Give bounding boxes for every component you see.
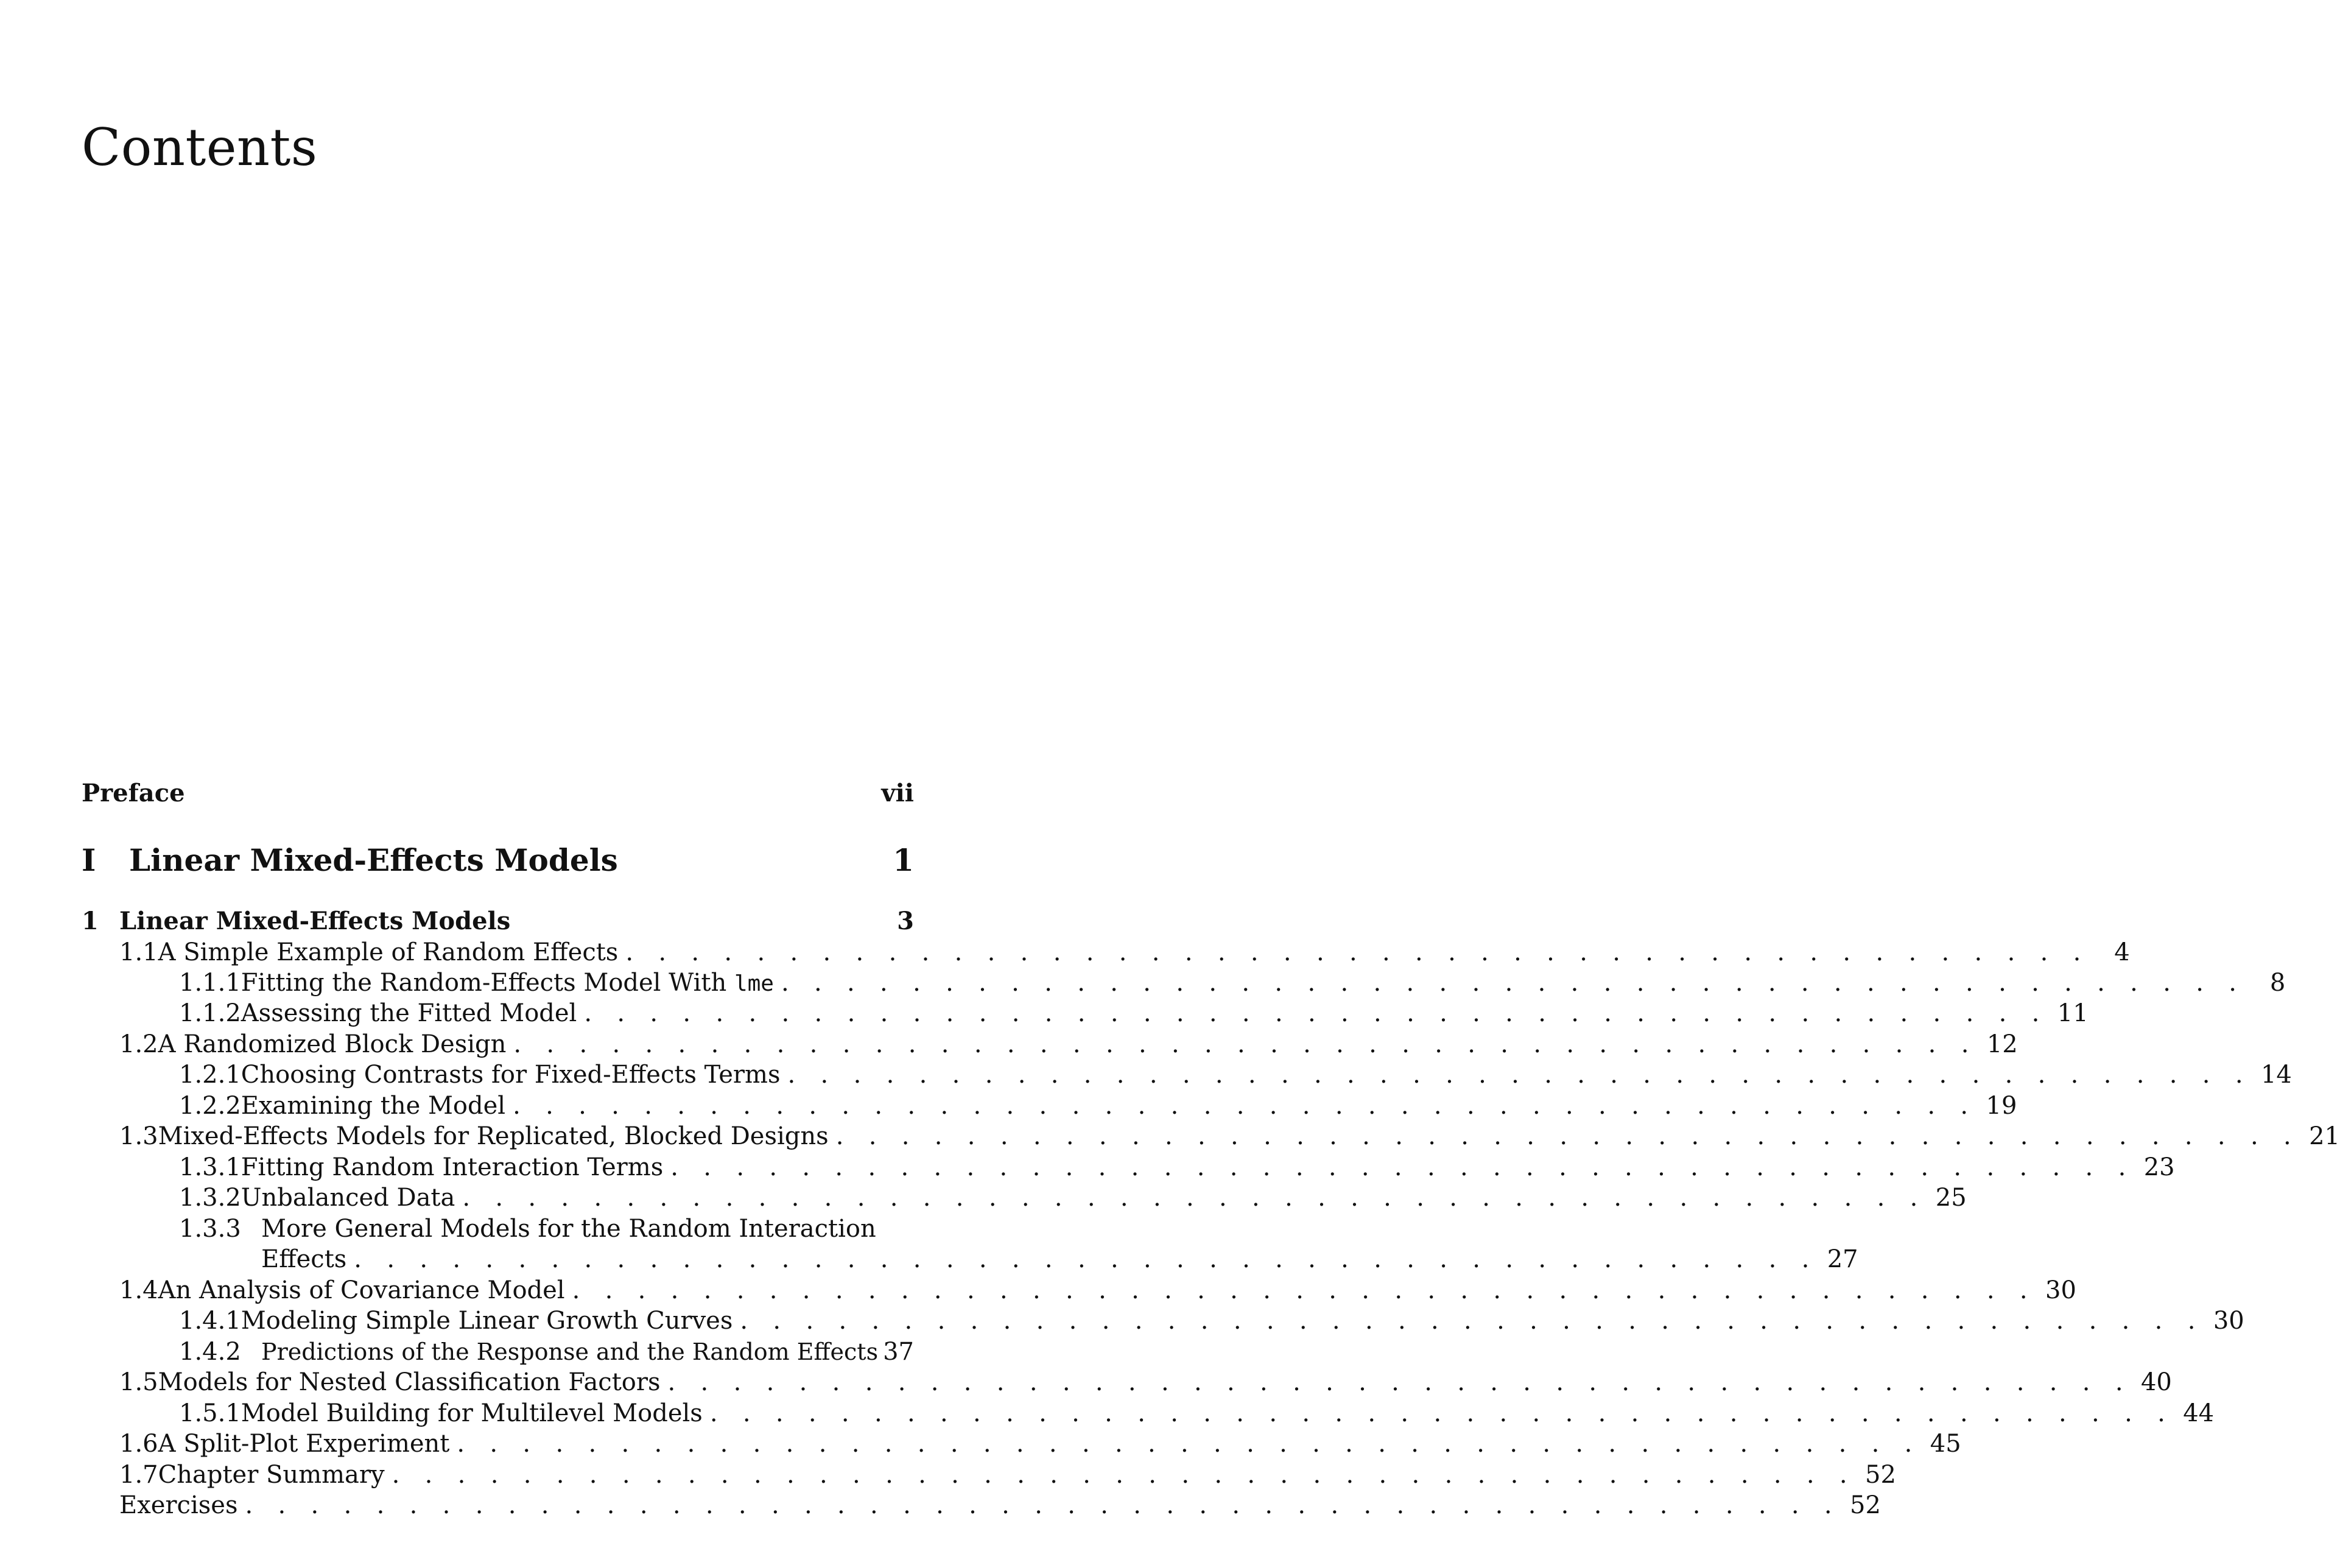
toc-entry-label: A Split-Plot Experiment [158,1430,450,1458]
leader-dots: . . . . . . . . . . . . . . . . . . . . . . . . . . . . . . . . . . . . . . . . . . . . . [572,1276,2036,1304]
toc-entry-1-4-2[interactable] [179,1340,914,1364]
toc-chapter-page: 3 [897,907,914,935]
toc-entry-label-continued: Effects [261,1245,347,1273]
toc-entry-page: 45 [1930,1430,1961,1458]
toc-entry-label [241,971,774,995]
toc-entry-label: Mixed-Effects Models for Replicated, Blocked Designs [158,1122,829,1150]
toc-entry-page: 30 [2213,1307,2244,1335]
toc-entry-1-2-2[interactable] [179,1092,2017,1120]
toc-entry-label: An Analysis of Covariance Model [158,1276,565,1304]
toc-entry-number: 1.2 [119,1030,158,1058]
toc-entry-label: Unbalanced Data [241,1184,455,1212]
leader-dots: . . . . . . . . . . . . . . . . . . . . . . . . . . . . . . . . . . . . . . . . . . . . . [787,1061,2252,1089]
toc-entry-page: 52 [1865,1461,1896,1489]
toc-entry-page: 40 [2140,1368,2172,1396]
leader-dots: . . . . . . . . . . . . . . . . . . . . . . . . . . . . . . . . . . . . . . . . . . . . . [667,1368,2132,1396]
toc-preface[interactable] [82,781,914,806]
toc-entry-page: 14 [2260,1061,2292,1089]
toc-entry-page: 25 [1935,1184,1967,1212]
toc-entry-1-3-1[interactable] [179,1153,2175,1181]
toc-entry-page: 37 [883,1338,914,1366]
toc-entry-label: Chapter Summary [158,1461,385,1489]
toc-entry-number: 1.3 [119,1122,158,1150]
toc-entry-1-1-2[interactable] [179,999,2089,1027]
leader-dots: . . . . . . . . . . . . . . . . . . . . . . . . . . . . . . . . . . . . . . . . . . . . . . . . . [245,1491,1841,1519]
toc-entry-1-5[interactable] [119,1368,2172,1396]
toc-entry-1-4-1[interactable] [179,1307,2244,1335]
toc-entry-number: 1.1 [119,938,158,966]
toc-entry-label: A Randomized Block Design [158,1030,507,1058]
toc-entry-label: Modeling Simple Linear Growth Curves [241,1307,733,1335]
toc-entry-page: 19 [1986,1092,2017,1120]
toc-entry-label: Models for Nested Classification Factors [158,1368,661,1396]
toc-entry-label: Exercises [119,1491,238,1519]
toc-chapter-1[interactable] [82,909,914,933]
toc-entry-label: A Simple Example of Random Effects [158,938,619,966]
toc-entry-page: 52 [1850,1491,1881,1519]
leader-dots: . . . . . . . . . . . . . . . . . . . . . . . . . . . . . . . . . . . . . . . . . . . . . [781,969,2246,997]
toc-entry-page: 27 [1827,1245,1858,1273]
toc-entry-label: Predictions of the Response and the Random Effects [261,1338,879,1365]
toc-entry-number: 1.4.2 [179,1338,241,1366]
toc-entry-page: 4 [2114,938,2130,966]
toc-entry-number: 1.5.1 [179,1399,241,1427]
toc-entry-page: 44 [2183,1399,2215,1427]
toc-entry-page: 8 [2269,969,2286,997]
toc-entry-1-2-1[interactable] [179,1061,2292,1089]
toc-entry-1-6[interactable] [119,1430,1961,1458]
toc-part-label: Linear Mixed-Effects Models [129,842,618,878]
code-lme: lme [734,971,774,996]
toc-entry-page: 11 [2057,999,2089,1027]
leader-dots: . . . . . . . . . . . . . . . . . . . . . . . . . . . . . . . . . . . . . . . . . . . . . [740,1307,2204,1335]
toc-entry-page: 12 [1986,1030,2018,1058]
toc-entry-page: 23 [2143,1153,2175,1181]
toc-entry-number: 1.2.2 [179,1092,241,1120]
leader-dots: . . . . . . . . . . . . . . . . . . . . . . . . . . . . . . . . . . . . . . . . . . . . . [513,1092,1977,1120]
toc-part-page: 1 [893,842,914,878]
toc-entry-number: 1.5 [119,1368,158,1396]
toc-chapter-label: Linear Mixed-Effects Models [119,907,511,935]
page-title: Contents [82,118,318,177]
toc-entry-number: 1.3.1 [179,1153,241,1181]
toc-entry-label: More General Models for the Random Interaction [261,1215,876,1243]
leader-dots: . . . . . . . . . . . . . . . . . . . . . . . . . . . . . . . . . . . . . . . . . . . . . [670,1153,2135,1181]
toc-entry-number: 1.6 [119,1430,158,1458]
toc-entry-exercises[interactable] [119,1491,1881,1519]
toc-preface-page: vii [881,779,914,807]
toc-entry-1-7[interactable] [119,1461,1896,1489]
leader-dots: . . . . . . . . . . . . . . . . . . . . . . . . . . . . . . . . . . . . . . . . . . . . . [392,1461,1856,1489]
toc-entry-1-2[interactable] [119,1030,2018,1058]
leader-dots: . . . . . . . . . . . . . . . . . . . . . . . . . . . . . . . . . . . . . . . . . . . . . [835,1122,2300,1150]
toc-entry-1-4[interactable] [119,1276,2076,1304]
toc-entry-page: 21 [2309,1122,2340,1150]
toc-entry-1-3-3[interactable] [179,1217,914,1241]
toc-part-1[interactable] [82,842,914,878]
toc-entry-1-1[interactable] [119,938,2130,966]
toc-entry-label: Fitting Random Interaction Terms [241,1153,664,1181]
toc-entry-1-3-2[interactable] [179,1184,1967,1212]
toc-entry-label: Choosing Contrasts for Fixed-Effects Terms [241,1061,781,1089]
leader-dots: . . . . . . . . . . . . . . . . . . . . . . . . . . . . . . . . . . . . . . . . . . . . . [584,999,2048,1027]
toc-entry-1-1-1[interactable] [179,969,2286,997]
toc-entry-label: Assessing the Fitted Model [241,999,577,1027]
toc-entry-label: Model Building for Multilevel Models [241,1399,703,1427]
toc-entry-number: 1.3.3 [179,1215,241,1243]
toc-entry-1-3-3-continued[interactable] [261,1245,1858,1273]
leader-dots: . . . . . . . . . . . . . . . . . . . . . . . . . . . . . . . . . . . . . . . . . . . . . [457,1430,1921,1458]
toc-entry-label: Examining the Model [241,1092,506,1120]
leader-dots: . . . . . . . . . . . . . . . . . . . . . . . . . . . . . . . . . . . . . . . . . . . . . [462,1184,1927,1212]
toc-entry-number: 1.1.1 [179,969,241,997]
toc-entry-number: 1.3.2 [179,1184,241,1212]
toc-part-number: I [82,842,96,878]
toc-entry-number: 1.4.1 [179,1307,241,1335]
toc-chapter-number: 1 [82,907,99,935]
toc-entry-number: 1.1.2 [179,999,241,1027]
leader-dots: . . . . . . . . . . . . . . . . . . . . . . . . . . . . . . . . . . . . . . . . . . . . . [354,1245,1818,1273]
leader-dots: . . . . . . . . . . . . . . . . . . . . . . . . . . . . . . . . . . . . . . . . . . . . . [709,1399,2174,1427]
toc-entry-label-text: Fitting the Random-Effects Model With [241,969,734,997]
toc-entry-number: 1.4 [119,1276,158,1304]
toc-entry-number: 1.7 [119,1461,158,1489]
toc-entry-number: 1.2.1 [179,1061,241,1089]
leader-dots: . . . . . . . . . . . . . . . . . . . . . . . . . . . . . . . . . . . . . . . . . . . . . [513,1030,1978,1058]
toc-preface-label: Preface [82,779,185,807]
toc-entry-1-3[interactable] [119,1122,2340,1150]
toc-entry-1-5-1[interactable] [179,1399,2215,1427]
leader-dots: . . . . . . . . . . . . . . . . . . . . . . . . . . . . . . . . . . . . . . . . . . . . . [625,938,2090,966]
toc-entry-page: 30 [2045,1276,2076,1304]
